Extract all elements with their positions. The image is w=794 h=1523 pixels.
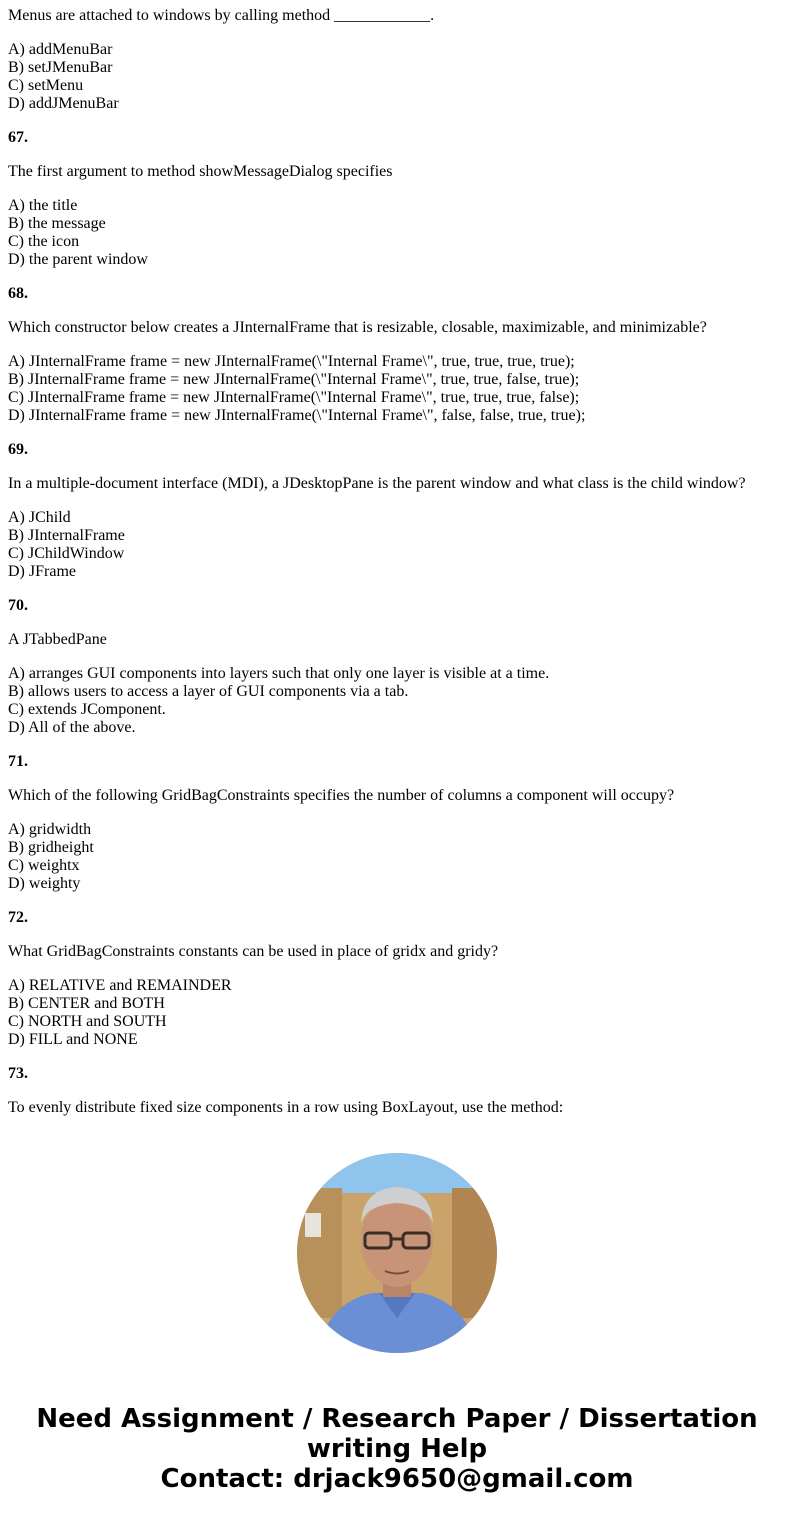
option-d: D) weighty <box>8 875 81 892</box>
question-number: 71. <box>8 753 28 770</box>
option-b: B) CENTER and BOTH <box>8 995 165 1012</box>
question-text: Which of the following GridBagConstraints specifies the number of columns a component will occupy? <box>8 787 675 804</box>
question-text: A JTabbedPane <box>8 631 107 648</box>
options-list <box>8 821 788 893</box>
question-number: 72. <box>8 909 28 926</box>
option-c: C) extends JComponent. <box>8 701 166 718</box>
question-text: Menus are attached to windows by calling method ____________. <box>8 7 435 24</box>
option-a: A) arranges GUI components into layers such that only one layer is visible at a time. <box>8 665 550 682</box>
avatar <box>297 1153 497 1353</box>
question-text: What GridBagConstraints constants can be used in place of gridx and gridy? <box>8 943 499 960</box>
option-c: C) setMenu <box>8 77 84 94</box>
option-b: B) JInternalFrame <box>8 527 125 544</box>
option-a: A) JChild <box>8 509 71 526</box>
option-a: A) the title <box>8 197 78 214</box>
option-c: C) weightx <box>8 857 80 874</box>
option-a: A) gridwidth <box>8 821 92 838</box>
question-number: 67. <box>8 129 28 146</box>
option-c: C) NORTH and SOUTH <box>8 1013 167 1030</box>
author-portrait-icon <box>297 1153 497 1353</box>
option-b: B) gridheight <box>8 839 94 856</box>
option-c: C) JInternalFrame frame = new JInternalFrame(\"Internal Frame\", true, true, true, false); <box>8 389 580 406</box>
option-b: B) JInternalFrame frame = new JInternalFrame(\"Internal Frame\", true, true, false, true); <box>8 371 580 388</box>
question-text: Which constructor below creates a JInternalFrame that is resizable, closable, maximizable, and minimizable? <box>8 319 707 336</box>
option-b: B) the message <box>8 215 106 232</box>
promo-line: writing Help <box>306 1434 488 1464</box>
option-d: D) JFrame <box>8 563 76 580</box>
option-d: D) JInternalFrame frame = new JInternalFrame(\"Internal Frame\", false, false, true, true); <box>8 407 586 424</box>
options-list <box>8 353 788 425</box>
options-list <box>8 41 788 113</box>
option-d: D) the parent window <box>8 251 148 268</box>
option-a: A) RELATIVE and REMAINDER <box>8 977 232 994</box>
option-b: B) allows users to access a layer of GUI components via a tab. <box>8 683 409 700</box>
option-d: D) FILL and NONE <box>8 1031 138 1048</box>
option-a: A) JInternalFrame frame = new JInternalFrame(\"Internal Frame\", true, true, true, true); <box>8 353 575 370</box>
question-text: In a multiple-document interface (MDI), a JDesktopPane is the parent window and what class is the child window? <box>8 475 746 492</box>
question-number: 68. <box>8 285 28 302</box>
options-list <box>8 197 788 269</box>
promo-line: Need Assignment / Research Paper / Dissertation <box>36 1404 758 1434</box>
options-list <box>8 977 788 1049</box>
question-text: The first argument to method showMessageDialog specifies <box>8 163 393 180</box>
option-d: D) All of the above. <box>8 719 136 736</box>
option-d: D) addJMenuBar <box>8 95 119 112</box>
question-text: To evenly distribute fixed size components in a row using BoxLayout, use the method: <box>8 1099 564 1116</box>
promo-banner <box>0 1404 794 1494</box>
options-list <box>8 665 788 737</box>
question-list <box>8 129 788 1117</box>
option-c: C) the icon <box>8 233 80 250</box>
option-b: B) setJMenuBar <box>8 59 113 76</box>
question-number: 73. <box>8 1065 28 1082</box>
quiz-document <box>8 7 788 1133</box>
options-list <box>8 509 788 581</box>
promo-contact: Contact: drjack9650@gmail.com <box>160 1464 634 1494</box>
option-a: A) addMenuBar <box>8 41 113 58</box>
question-number: 69. <box>8 441 28 458</box>
option-c: C) JChildWindow <box>8 545 125 562</box>
question-number: 70. <box>8 597 28 614</box>
